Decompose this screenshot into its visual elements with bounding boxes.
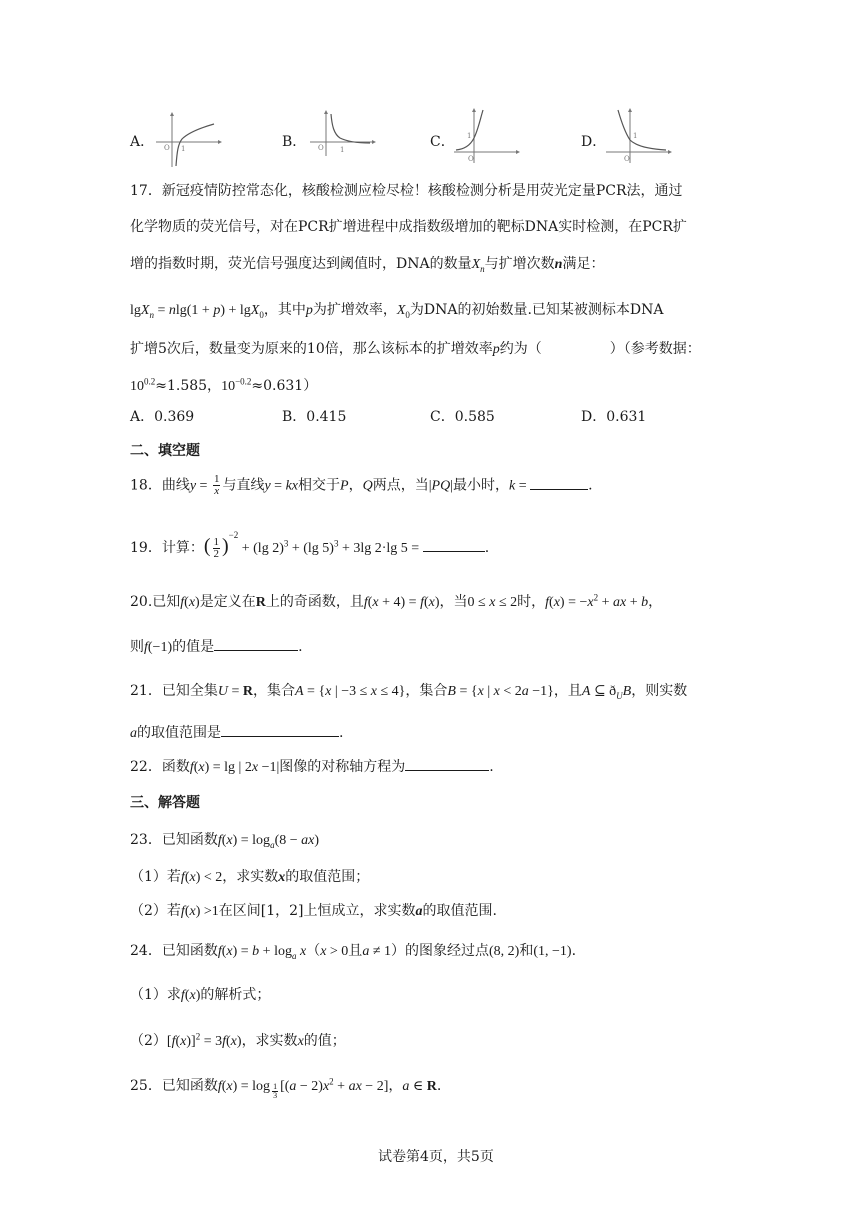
- q21-line1: 21．已知全集U = R，集合A = {x | −3 ≤ x ≤ 4}，集合B = {x | x < 2a −1}，且A ⊆ $ð_UB$，则实数: [130, 683, 688, 701]
- q19: 19．计算：( $\frac{1}{2}$ )$^{-2}$ + (lg 2)$^3$ + (lg 5)$^3$ + 3lg 2·lg 5 = .: [130, 530, 490, 560]
- q17-line4: lgX$_n$ = nlg(1 + p) + lgX$_0$，其中p为扩增效率，$X_0$为DNA的初始数量.已知某被测标本DNA: [130, 302, 664, 320]
- svg-text:O: O: [164, 144, 170, 152]
- option-c-label: C．: [430, 134, 455, 150]
- q18: 18．曲线y = $\frac{1}{x}$ 与直线y = kx相交于P，Q两点，当|PQ|最小时，k = .: [130, 473, 593, 497]
- q17-option-d: D．0.631: [581, 409, 647, 425]
- q24-part1: （1）求f(x)的解析式；: [130, 987, 271, 1003]
- graph-option-b: [310, 110, 376, 158]
- svg-text:O: O: [318, 144, 324, 152]
- svg-text:1: 1: [633, 132, 638, 140]
- q23-part2: （2）若f(x) >1在区间[1，2]上恒成立，求实数a的取值范围.: [130, 903, 497, 919]
- q17-option-a: A．0.369: [130, 409, 195, 425]
- section-fill-in-title: 二、填空题: [130, 443, 200, 459]
- graph-option-c: [454, 108, 520, 164]
- option-b-label: B．: [282, 134, 307, 150]
- q17-line2: 化学物质的荧光信号，对在PCR扩增进程中成指数级增加的靶标DNA实时检测，在PCR扩: [130, 219, 687, 235]
- q21-line2: a的取值范围是 .: [130, 722, 343, 742]
- svg-text:1: 1: [467, 132, 472, 140]
- q24-part2: $(2)[f(x)]^2 = 3f(x)$，求实数x的值；: [130, 1031, 346, 1049]
- svg-text:O: O: [624, 155, 630, 163]
- svg-text:1: 1: [181, 145, 186, 153]
- graph-option-d: [606, 108, 672, 164]
- q25: 25．已知函数f(x) = log $\frac{1}{3}$ [$(a - 2)x^2$ + ax − 2]，a ∈ R.: [130, 1076, 442, 1100]
- graph-option-a: [156, 112, 222, 168]
- q17-line1: 17．新冠疫情防控常态化，核酸检测应检尽检！核酸检测分析是用荧光定量PCR法，通过: [130, 183, 683, 199]
- q24: 24．已知函数$f(x) = b + \log_a x(x > 0$且a ≠ 1）的图象经过点(8, 2)和(1, −1).: [130, 943, 577, 961]
- q22: 22．函数f(x) = lg | 2x −1|图像的对称轴方程为 .: [130, 756, 494, 776]
- section-answer-title: 三、解答题: [130, 795, 200, 811]
- svg-text:1: 1: [340, 146, 345, 154]
- q20-line1: 20.已知f(x)是定义在R上的奇函数，且f(x + 4) = f(x)，当0 ≤ x ≤ 2时，$f(x) = -x^2$ + ax + b，: [130, 592, 663, 610]
- q17-line3: 增的指数时期，荧光信号强度达到阈值时，DNA的数量$X_n$与扩增次数n满足：: [130, 256, 605, 274]
- q23-part1: （1）若f(x) < 2，求实数x的取值范围；: [130, 869, 370, 885]
- q23: 23．已知函数$f(x) = \log_a(8 - ax)$: [130, 832, 320, 850]
- option-a-label: A．: [130, 134, 155, 150]
- q17-line5: 扩增5次后，数量变为原来的10倍，那么该标本的扩增效率p约为（ ）（参考数据：: [130, 341, 701, 357]
- page-footer: 试卷第4页，共5页: [378, 1149, 494, 1165]
- option-d-label: D．: [581, 134, 607, 150]
- q20-line2: 则f(−1)的值是 .: [130, 636, 303, 656]
- q17-option-c: C．0.585: [430, 409, 495, 425]
- svg-text:O: O: [468, 155, 474, 163]
- q17-option-b: B．0.415: [282, 409, 347, 425]
- q17-line6: $10^{0.2}\approx 1.585$，$10^{-0.2}\approx 0.631$）: [130, 376, 318, 394]
